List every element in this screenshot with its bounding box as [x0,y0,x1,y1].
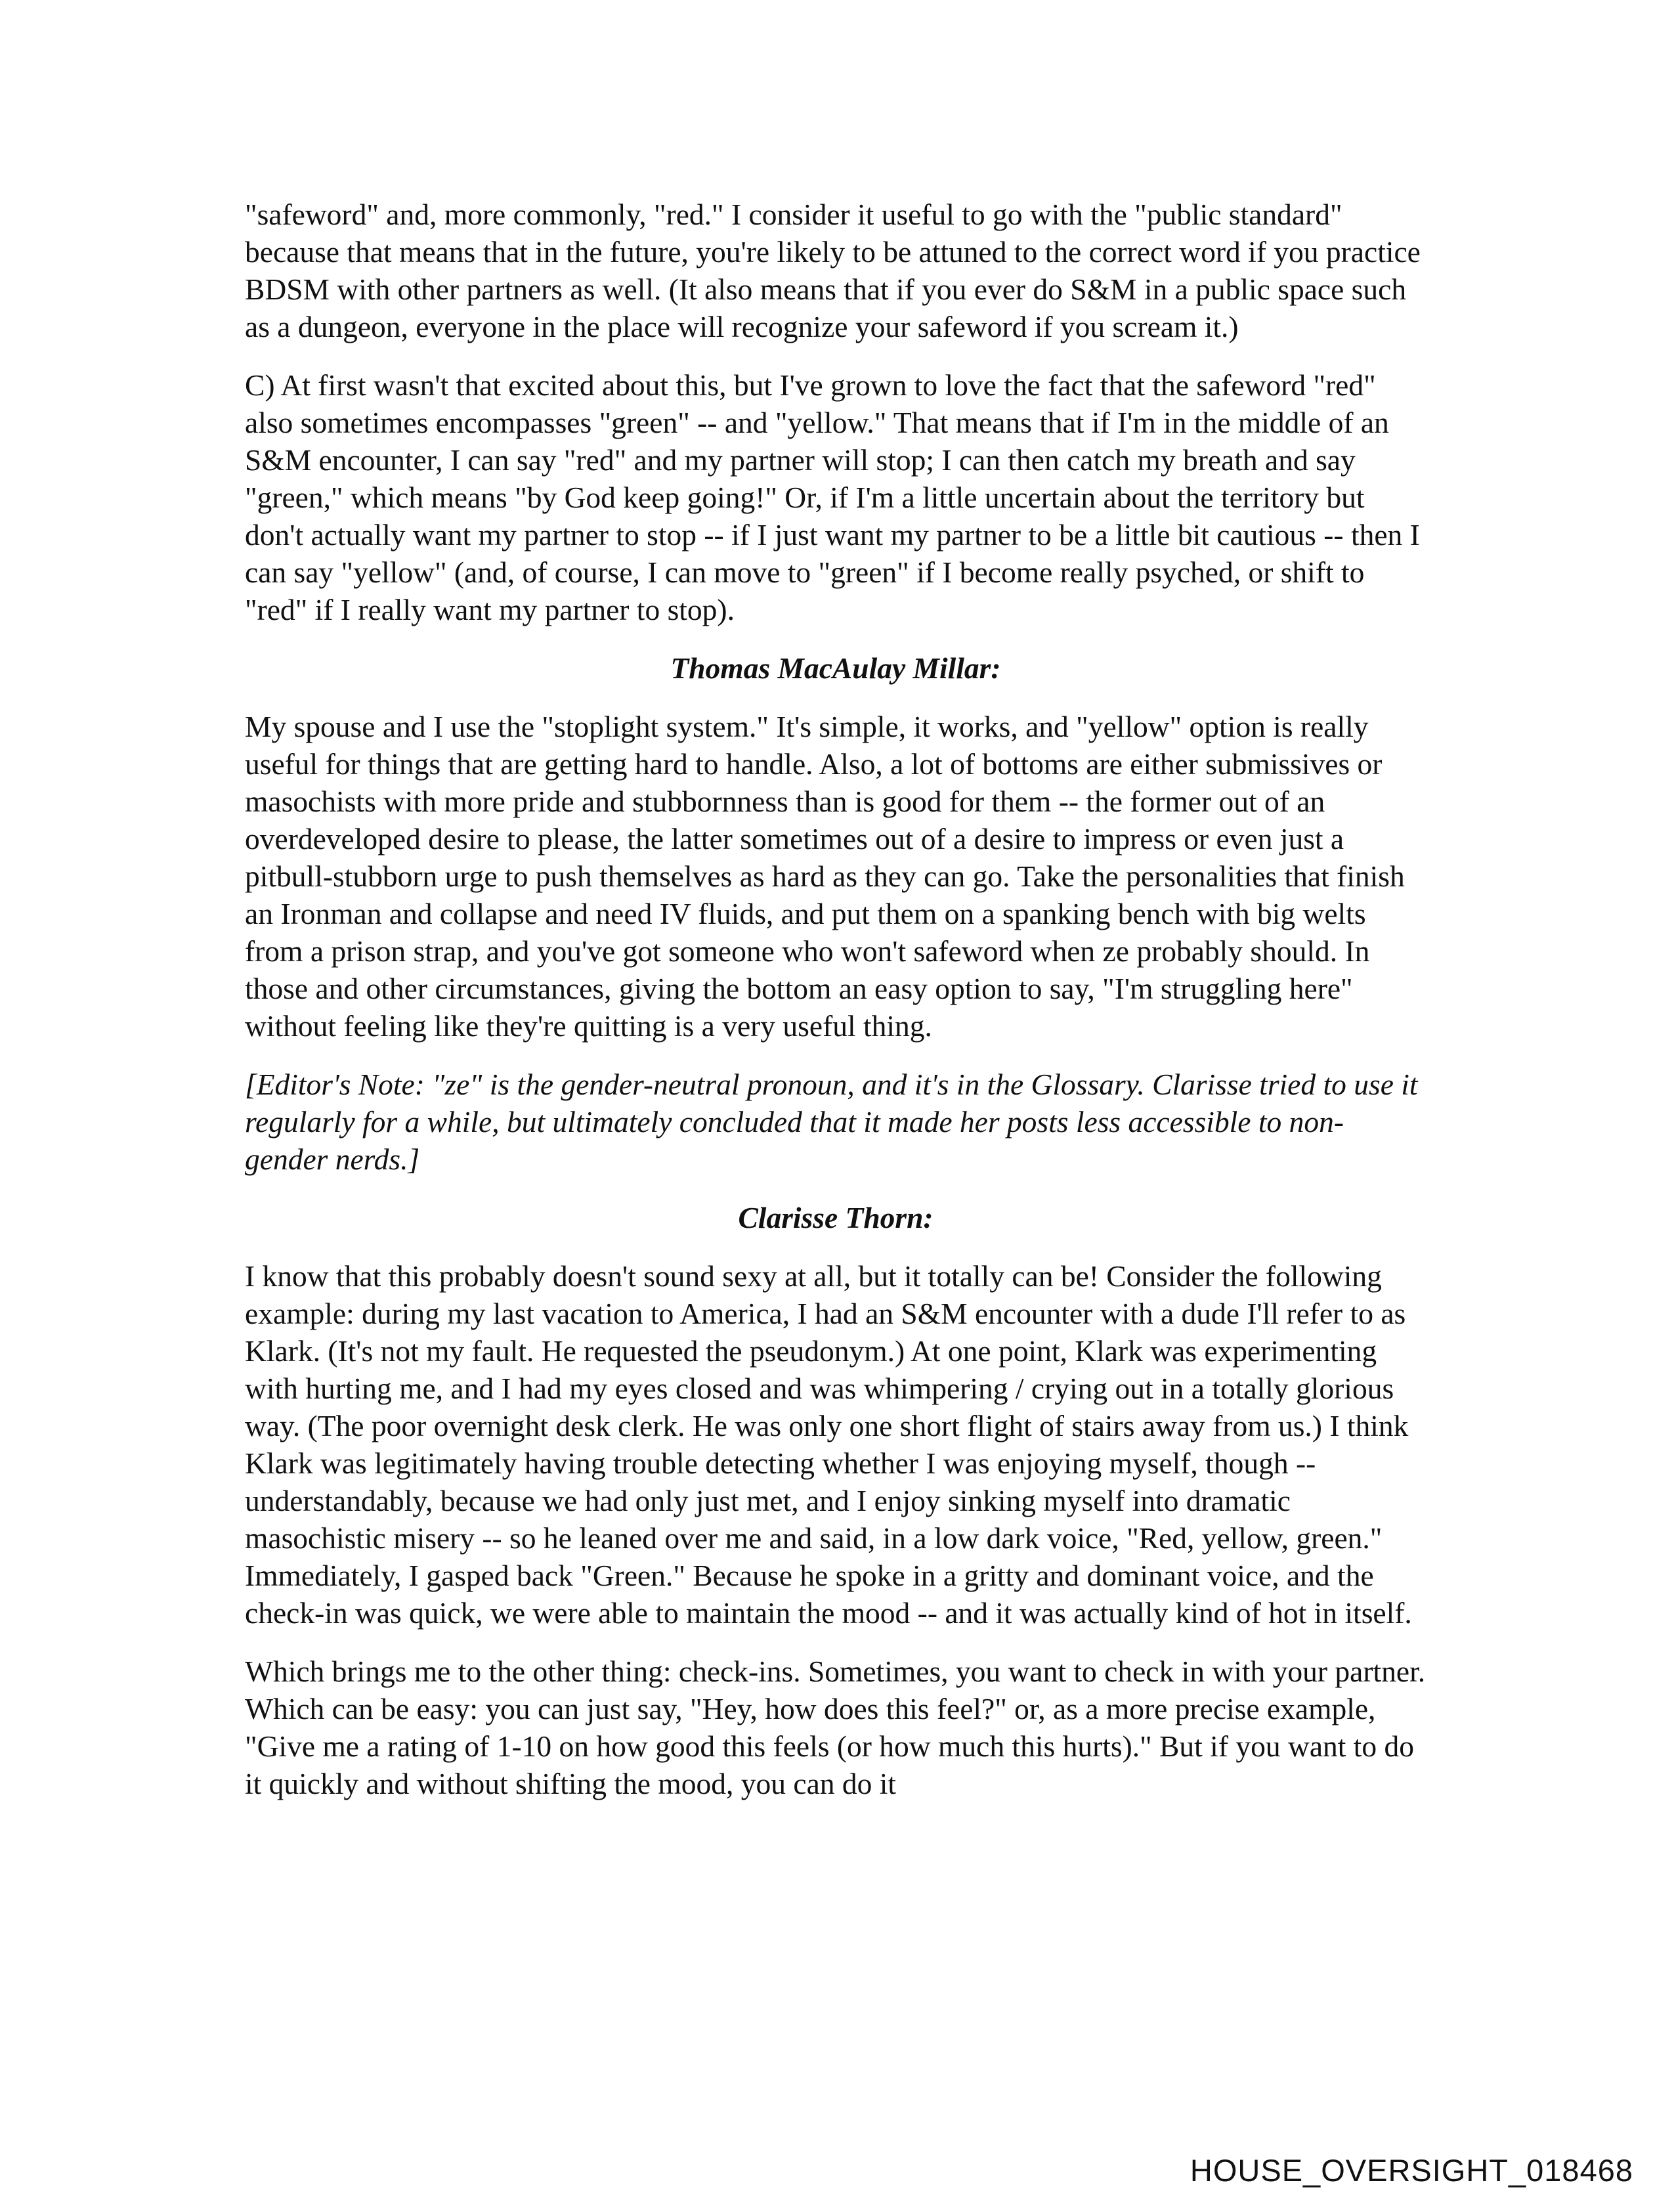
editor-note: [Editor's Note: "ze" is the gender-neutral pronoun, and it's in the Glossary. Clarisse tried to use it regularly for a while, but ultimately concluded that it made her posts less accessible to non-gender nerds.] [245,1068,1418,1176]
bates-stamp: HOUSE_OVERSIGHT_018468 [1190,2153,1633,2188]
paragraph-check-ins: Which brings me to the other thing: check-ins. Sometimes, you want to check in with your partner. Which can be easy: you can just say, "Hey, how does this feel?" or, as a more precise example, "Give me a rating of 1-10 on how good this feels (or how much this hurts)." But if you want to do it quickly and without shifting the mood, you can do it [245,1655,1426,1800]
paragraph-stoplight-colors: C) At first wasn't that excited about this, but I've grown to love the fact that the safeword "red" also sometimes encompasses "green" -- and "yellow." That means that if I'm in the middle of an S&M encounter, I can say "red" and my partner will stop; I can then catch my breath and say "green," which means "by God keep going!" Or, if I'm a little uncertain about the territory but don't actually want my partner to stop -- if I just want my partner to be a little bit cautious -- then I can say "yellow" (and, of course, I can move to "green" if I become really psyched, or shift to "red" if I really want my partner to stop). [245,368,1420,626]
paragraph-stoplight-system: My spouse and I use the "stoplight system." It's simple, it works, and "yellow" option is really useful for things that are getting hard to handle. Also, a lot of bottoms are either submissives or masochists with more pride and stubbornness than is good for them -- the former out of an overdeveloped desire to please, the latter sometimes out of a desire to impress or even just a pitbull-stubborn urge to push themselves as hard as they can go. Take the personalities that finish an Ironman and collapse and need IV fluids, and put them on a spanking bench with big welts from a prison strap, and you've got someone who won't safeword when ze probably should. In those and other circumstances, giving the bottom an easy option to say, "I'm struggling here" without feeling like they're quitting is a very useful thing. [245,710,1405,1043]
speaker-heading-clarisse: Clarisse Thorn: [738,1201,934,1234]
paragraph-safeword-standard: "safeword" and, more commonly, "red." I consider it useful to go with the "public standard" because that means that in the future, you're likely to be attuned to the correct word if you practice BDSM with other partners as well. (It also means that if you ever do S&M in a public space such as a dungeon, everyone in the place will recognize your safeword if you scream it.) [245,198,1421,343]
paragraph-klark-example: I know that this probably doesn't sound sexy at all, but it totally can be! Consider the following example: during my last vacation to America, I had an S&M encounter with a dude I'll refer to as Klark. (It's not my fault. He requested the pseudonym.) At one point, Klark was experimenting with hurting me, and I had my eyes closed and was whimpering / crying out in a totally glorious way. (The poor overnight desk clerk. He was only one short flight of stairs away from us.) I think Klark was legitimately having trouble detecting whether I was enjoying myself, though -- understandably, because we had only just met, and I enjoy sinking myself into dramatic masochistic misery -- so he leaned over me and said, in a low dark voice, "Red, yellow, green." Immediately, I gasped back "Green." Because he spoke in a gritty and dominant voice, and the check-in was quick, we were able to maintain the mood -- and it was actually kind of hot in itself. [245,1259,1412,1630]
speaker-heading-thomas: Thomas MacAulay Millar: [670,651,1001,685]
document-page [245,196,1427,1823]
